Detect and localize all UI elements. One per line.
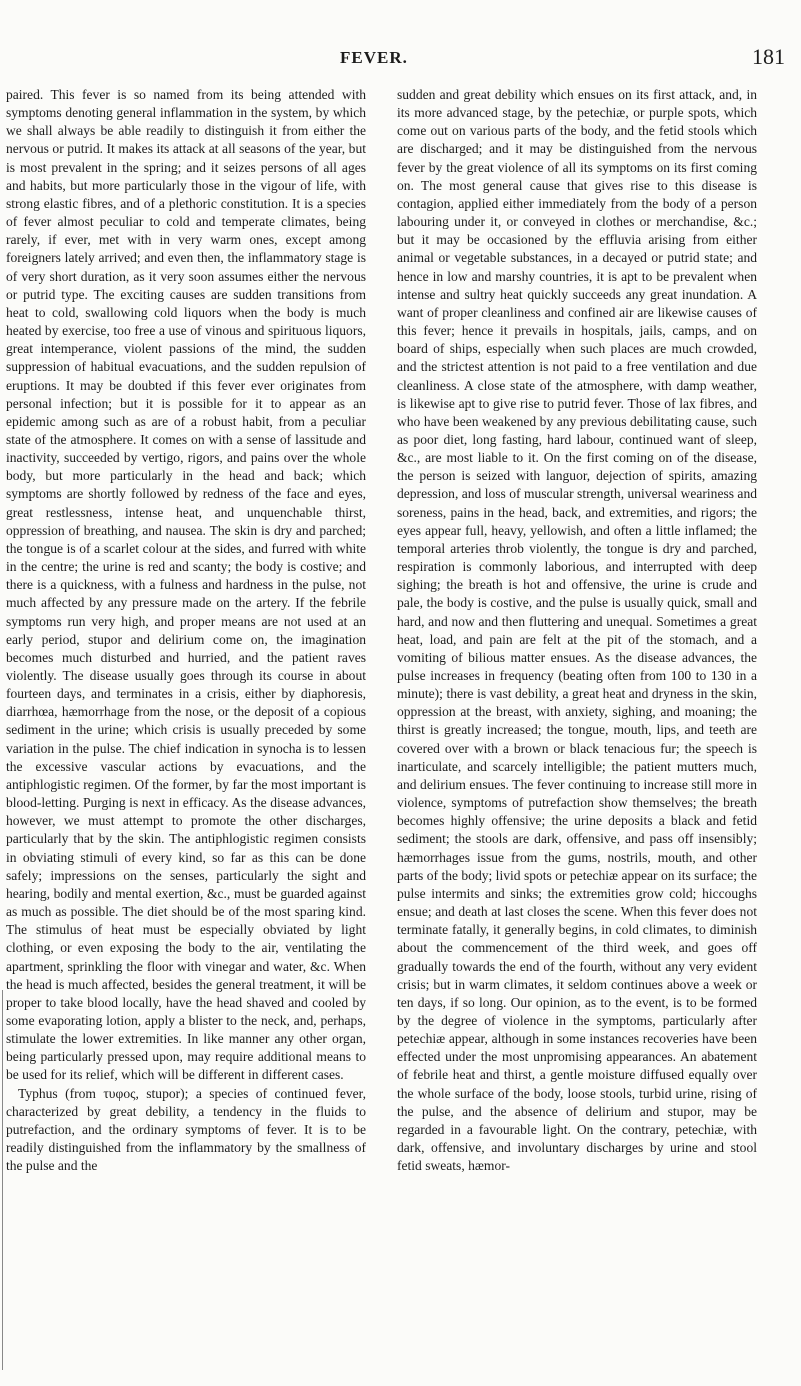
page-header [0, 40, 801, 70]
left-column [6, 86, 366, 1376]
paragraph-typhus-continued: sudden and great debility which ensues on its first attack, and, in its more advanced stage, by the petechiæ, or purple spots, which come out on various parts of the body, and the fetid stools which are discharged; and it may be distinguished from the nervous fever by the great violence of all its symptoms on its first coming on. The most general cause that gives rise to this disease is contagion, applied either immediately from the body of a person labouring under it, or conveyed in clothes or merchandise, &c.; but it may be occasioned by the effluvia arising from either animal or vegetable substances, in a decayed or putrid state; and hence in low and marshy countries, it is apt to be prevalent when intense and sultry heat quickly succeeds any great inundation. A want of proper cleanliness and confined air are likewise causes of this fever; hence it prevails in hospitals, jails, camps, and on board of ships, especially when such places are much crowded, and the strictest attention is not paid to a free ventilation and due cleanliness. A close state of the atmosphere, with damp weather, is likewise apt to give rise to putrid fever. Those of lax fibres, and who have been weakened by any previous debilitating cause, such as poor diet, long fasting, hard labour, continued want of sleep, &c., are most liable to it. On the first coming on of the disease, the person is seized with languor, dejection of spirits, amazing depression, and loss of muscular strength, universal weariness and soreness, pains in the head, back, and extremities, and rigors; the eyes appear full, heavy, yellowish, and often a little inflamed; the temporal arteries throb violently, the tongue is dry and parched, respiration is commonly laborious, and interrupted with deep sighing; the breath is hot and offensive, the urine is crude and pale, the body is costive, and the pulse is usually quick, small and hard, and now and then fluttering and unequal. Sometimes a great heat, load, and pain are felt at the pit of the stomach, and a vomiting of bilious matter ensues. As the disease advances, the pulse increases in frequency (beating often from 100 to 130 in a minute); there is vast debility, a great heat and dryness in the skin, oppression at the breast, with anxiety, sighing, and moaning; the thirst is greatly increased; the tongue, mouth, lips, and teeth are covered over with a brown or black tenacious fur; the speech is inarticulate, and scarcely intelligible; the patient mutters much, and delirium ensues. The fever continuing to increase still more in violence, symptoms of putrefaction show themselves; the breath becomes highly offensive; the urine deposits a black and fetid sediment; the stools are dark, offensive, and pass off insensibly; hæmorrhages issue from the gums, nostrils, mouth, and other parts of the body; livid spots or petechiæ appear on its surface; the pulse intermits and sinks; the extremities grow cold; hiccoughs ensue; and death at last closes the scene. When this fever does not terminate fatally, it generally begins, in cold climates, to diminish about the commencement of the third week, and goes off gradually towards the end of the fourth, without any very evident crisis; but in warm climates, it seldom continues above a week or ten days, if so long. Our opinion, as to the event, is to be formed by the degree of violence in the symptoms, particularly after petechiæ appear, although in some instances recoveries have been effected under the most unpromising appearances. An abatement of febrile heat and thirst, a gentle moisture diffused equally over the whole surface of the body, loose stools, turbid urine, rising of the pulse, and the absence of delirium and stupor, may be regarded in a favourable light. On the contrary, petechiæ, with dark, offensive, and involuntary discharges by urine and stool fetid sweats, hæmor- [397, 87, 757, 1174]
margin-rule [2, 990, 3, 1370]
right-column [397, 86, 757, 1376]
running-title: FEVER. [340, 48, 408, 67]
page-number: 181 [752, 44, 785, 69]
paragraph-synocha: paired. This fever is so named from its being attended with symptoms denoting general inflammation in the system, by which we shall always be able readily to distinguish it from either the nervous or putrid. It makes its attack at all seasons of the year, but is most prevalent in the spring; and it seizes persons of all ages and habits, but more particularly those in the vigour of life, with strong elastic fibres, and of a plethoric constitution. It is a species of fever almost peculiar to cold and temperate climates, being rarely, if ever, met with in very warm ones, except among foreigners lately arrived; and even then, the inflammatory stage is of very short duration, as it very soon assumes either the nervous or putrid type. The exciting causes are sudden transitions from heat to cold, swallowing cold liquors when the body is much heated by exercise, too free a use of vinous and spirituous liquors, great intemperance, violent passions of the mind, the sudden suppression of habitual evacuations, and the sudden repulsion of eruptions. It may be doubted if this fever ever originates from personal infection; but it is possible for it to appear as an epidemic among such as are of a robust habit, from a peculiar state of the atmosphere. It comes on with a sense of lassitude and inactivity, succeeded by vertigo, rigors, and pains over the whole body, but more particularly in the head and back; which symptoms are shortly followed by redness of the face and eyes, great restlessness, intense heat, and unquenchable thirst, oppression of breathing, and nausea. The skin is dry and parched; the tongue is of a scarlet colour at the sides, and furred with white in the centre; the urine is red and scanty; the body is costive; and there is a quickness, with a fulness and hardness in the pulse, not much affected by any pressure made on the artery. If the febrile symptoms run very high, and proper means are not used at an early period, stupor and delirium come on, the imagination becomes much disturbed and hurried, and the patient raves violently. The disease usually goes through its course in about fourteen days, and terminates in a crisis, either by diaphoresis, diarrhœa, hæmorrhage from the nose, or the deposit of a copious sediment in the urine; which crisis is usually preceded by some variation in the pulse. The chief indication in synocha is to lessen the excessive vascular actions by evacuations, and the antiphlogistic regimen. Of the former, by far the most important is blood-letting. Purging is next in efficacy. As the disease advances, however, we must attempt to promote the other discharges, particularly that by the skin. The antiphlogistic regimen consists in obviating stimuli of every kind, so far as this can be done safely; impressions on the senses, particularly the sight and hearing, bodily and mental exertion, &c., must be guarded against as much as possible. The diet should be of the most sparing kind. The stimulus of heat must be especially obviated by light clothing, or even exposing the body to the air, ventilating the apartment, sprinkling the floor with vinegar and water, &c. When the head is much affected, besides the general treatment, it will be proper to take blood locally, have the head shaved and cooled by some evaporating lotion, apply a blister to the neck, and, perhaps, stimulate the lower extremities. In like manner any other organ, being particularly pressed upon, may require additional means to be used for its relief, which will be different in different cases. [6, 87, 366, 1083]
paragraph-typhus: Typhus (from τυφος, stupor); a species of continued fever, characterized by great debility, a tendency in the fluids to putrefaction, and the ordinary symptoms of fever. It is to be readily distinguished from the inflammatory by the smallness of the pulse and the [6, 1085, 366, 1174]
